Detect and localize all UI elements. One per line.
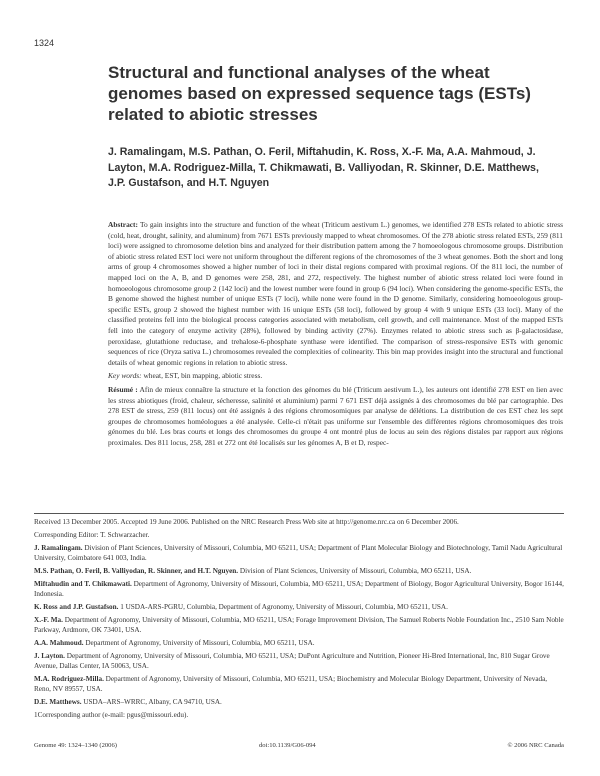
affiliation-item xyxy=(34,674,564,694)
doi: doi:10.1139/G06-094 xyxy=(259,742,316,749)
affiliation-list xyxy=(34,543,564,707)
copyright: © 2006 NRC Canada xyxy=(507,742,564,749)
affiliation-item xyxy=(34,615,564,635)
section-divider xyxy=(34,513,564,514)
affiliation-names: Miftahudin and T. Chikmawati. xyxy=(34,580,132,588)
page-number: 1324 xyxy=(34,38,55,48)
resume-paragraph xyxy=(108,385,563,449)
affiliation-names: X.-F. Ma. xyxy=(34,616,63,624)
affiliation-text: USDA–ARS–WRRC, Albany, CA 94710, USA. xyxy=(83,698,222,706)
affiliation-names: M.S. Pathan, O. Feril, B. Valliyodan, R. Skinner, and H.T. Nguyen. xyxy=(34,567,239,575)
affiliation-item xyxy=(34,602,564,612)
affiliation-item xyxy=(34,697,564,707)
keywords-paragraph xyxy=(108,371,563,382)
author-list: J. Ramalingam, M.S. Pathan, O. Feril, Miftahudin, K. Ross, X.-F. Ma, A.A. Mahmoud, J. Layton, M.A. Rodriguez-Milla, T. Chikmawati, B. Valliyodan, R. Skinner, D.E. Matthews, J.P. Gustafson, and H.T. Nguyen xyxy=(108,146,539,189)
keywords-text: wheat, EST, bin mapping, abiotic stress. xyxy=(143,371,263,381)
resume-label: Résumé : xyxy=(108,384,138,394)
affiliation-item xyxy=(34,543,564,563)
affiliation-names: M.A. Rodriguez-Milla. xyxy=(34,675,104,683)
keywords-label: Key words: xyxy=(108,371,142,381)
affiliation-names: D.E. Matthews. xyxy=(34,698,82,706)
affiliation-text: Department of Agronomy, University of Missouri, Columbia, MO 65211, USA. xyxy=(85,639,315,647)
affiliation-item xyxy=(34,579,564,599)
affiliation-text: Division of Plant Sciences, University of Missouri, Columbia, MO 65211, USA. xyxy=(239,567,472,575)
received-note: Received 13 December 2005. Accepted 19 June 2006. Published on the NRC Research Press Web site at http://genome.nrc.ca on 6 December 2006. xyxy=(34,518,459,526)
affiliation-names: J. Ramalingam. xyxy=(34,544,83,552)
front-matter-notes xyxy=(34,517,564,723)
affiliation-names: A.A. Mahmoud. xyxy=(34,639,84,647)
corresponding-author-footnote: 1Corresponding author (e-mail: pgus@missouri.edu). xyxy=(34,711,189,719)
affiliation-text: Department of Agronomy, University of Missouri, Columbia, MO 65211, USA; Forage Improvement Division, The Samuel Roberts Noble Foundation Inc., 2510 Sam Noble Parkway, Ardmore, OK 73401, USA. xyxy=(34,616,564,634)
affiliation-names: K. Ross and J.P. Gustafson. xyxy=(34,603,119,611)
abstract-paragraph xyxy=(108,220,563,368)
corresponding-editor: Corresponding Editor: T. Schwarzacher. xyxy=(34,531,150,539)
affiliation-text: Department of Agronomy, University of Missouri, Columbia, MO 65211, USA; DuPont Agriculture and Nutrition, Pioneer Hi-Bred International, Inc, 810 Sugar Grove Avenue, Dallas Center, IA 50063, USA. xyxy=(34,652,550,670)
affiliation-item xyxy=(34,638,564,648)
affiliation-text: Division of Plant Sciences, University of Missouri, Columbia, MO 65211, USA; Department of Plant Molecular Biology and Biotechnology, Tamil Nadu Agricultural University, Coimbatore 641 003, India. xyxy=(34,544,563,562)
paper-title: Structural and functional analyses of the wheat genomes based on expressed sequence tags (ESTs) related to abiotic stresses xyxy=(108,63,531,124)
affiliation-text: Department of Agronomy, University of Missouri, Columbia, MO 65211, USA; Department of Biology, Bogor Agricultural University, Bogor 16144, Indonesia. xyxy=(34,580,564,598)
affiliation-item xyxy=(34,651,564,671)
resume-text: Afin de mieux connaître la structure et la fonction des génomes du blé (Triticum aestivum L.), les auteurs ont identifié 278 EST en lien avec les stress abiotiques (froid, chaleur, sécheresse, salinité et aluminium) parmi 7 671 EST déjà assignés à des chromosomes du blé par cartographie. Des 278 EST de stress, 259 (811 locus) ont été assignés à des régions chromosomiques par analyse de délétions. La distribution de ces EST chez les sept groupes de chromosomes homéologues a été analysée. Celle-ci n'était pas uniforme sur l'ensemble des différentes régions chromosomiques des trois génomes du blé. Les bras courts et longs des chromosomes du groupe 4 ont montré plus de locus au sein des régions distales par rapport aux régions proximales. Des 811 locus, 258, 281 et 272 ont été localisés sur les génomes A, B et D, respec- xyxy=(108,384,563,447)
affiliation-item xyxy=(34,566,564,576)
affiliation-text: Department of Agronomy, University of Missouri, Columbia, MO 65211, USA; Biochemistry and Molecular Biology Department, University of Nevada, Reno, NV 89557, USA. xyxy=(34,675,548,693)
abstract-label: Abstract: xyxy=(108,220,138,229)
journal-citation: Genome 49: 1324–1340 (2006) xyxy=(34,742,117,749)
abstract-section xyxy=(108,220,563,451)
abstract-text: To gain insights into the structure and function of the wheat (Triticum aestivum L.) genomes, we identified 278 ESTs related to abiotic stress (cold, heat, drought, salinity, and aluminum) from 7671 ESTs previously mapped to wheat chromosomes. Of the 278 abiotic stress related ESTs, 259 (811 loci) were assigned to chromosome deletion bins and analyzed for their distribution pattern among the 7 homoeologous chromosome groups. Distribution of abiotic stress related EST loci were not uniform throughout the different regions of the chromosomes of the 3 wheat genomes. Both the short and long arms of group 4 chromosomes showed a higher number of loci in their distal regions compared with proximal regions. Of the 811 loci, the number of mapped loci on the A, B, and D genomes were 258, 281, and 272, respectively. The highest number of abiotic stress related loci were found in homoeologous chromosome group 2 (142 loci) and the lowest number were found in group 6 (94 loci). When considering the genome-specific ESTs, the B genome showed the highest number of unique ESTs (7 loci), while none were found in the D genome. Similarly, considering homoeologous group-specific ESTs, group 2 showed the highest number with 16 unique ESTs (58 loci), followed by group 4 with 9 unique ESTs (33 loci). Many of the classified proteins fell into the biological process categories associated with metabolism, cell growth, and cell maintenance. Most of the mapped ESTs fell into the category of enzyme activity (28%), followed by binding activity (27%). Enzymes related to abiotic stress such as β-galactosidase, peroxidase, glutathione reductase, and trehalose-6-phosphate synthase were identified. The comparison of stress-responsive ESTs with genomic sequences of rice (Oryza sativa L.) chromosomes revealed the complexities of colinearity. This bin map provides insight into the structural and functional details of wheat genomic regions in relation to abiotic stress. xyxy=(108,220,563,367)
affiliation-text: 1 USDA-ARS-PGRU, Columbia, Department of Agronomy, University of Missouri, Columbia, MO 65211, USA. xyxy=(120,603,448,611)
affiliation-names: J. Layton. xyxy=(34,652,65,660)
